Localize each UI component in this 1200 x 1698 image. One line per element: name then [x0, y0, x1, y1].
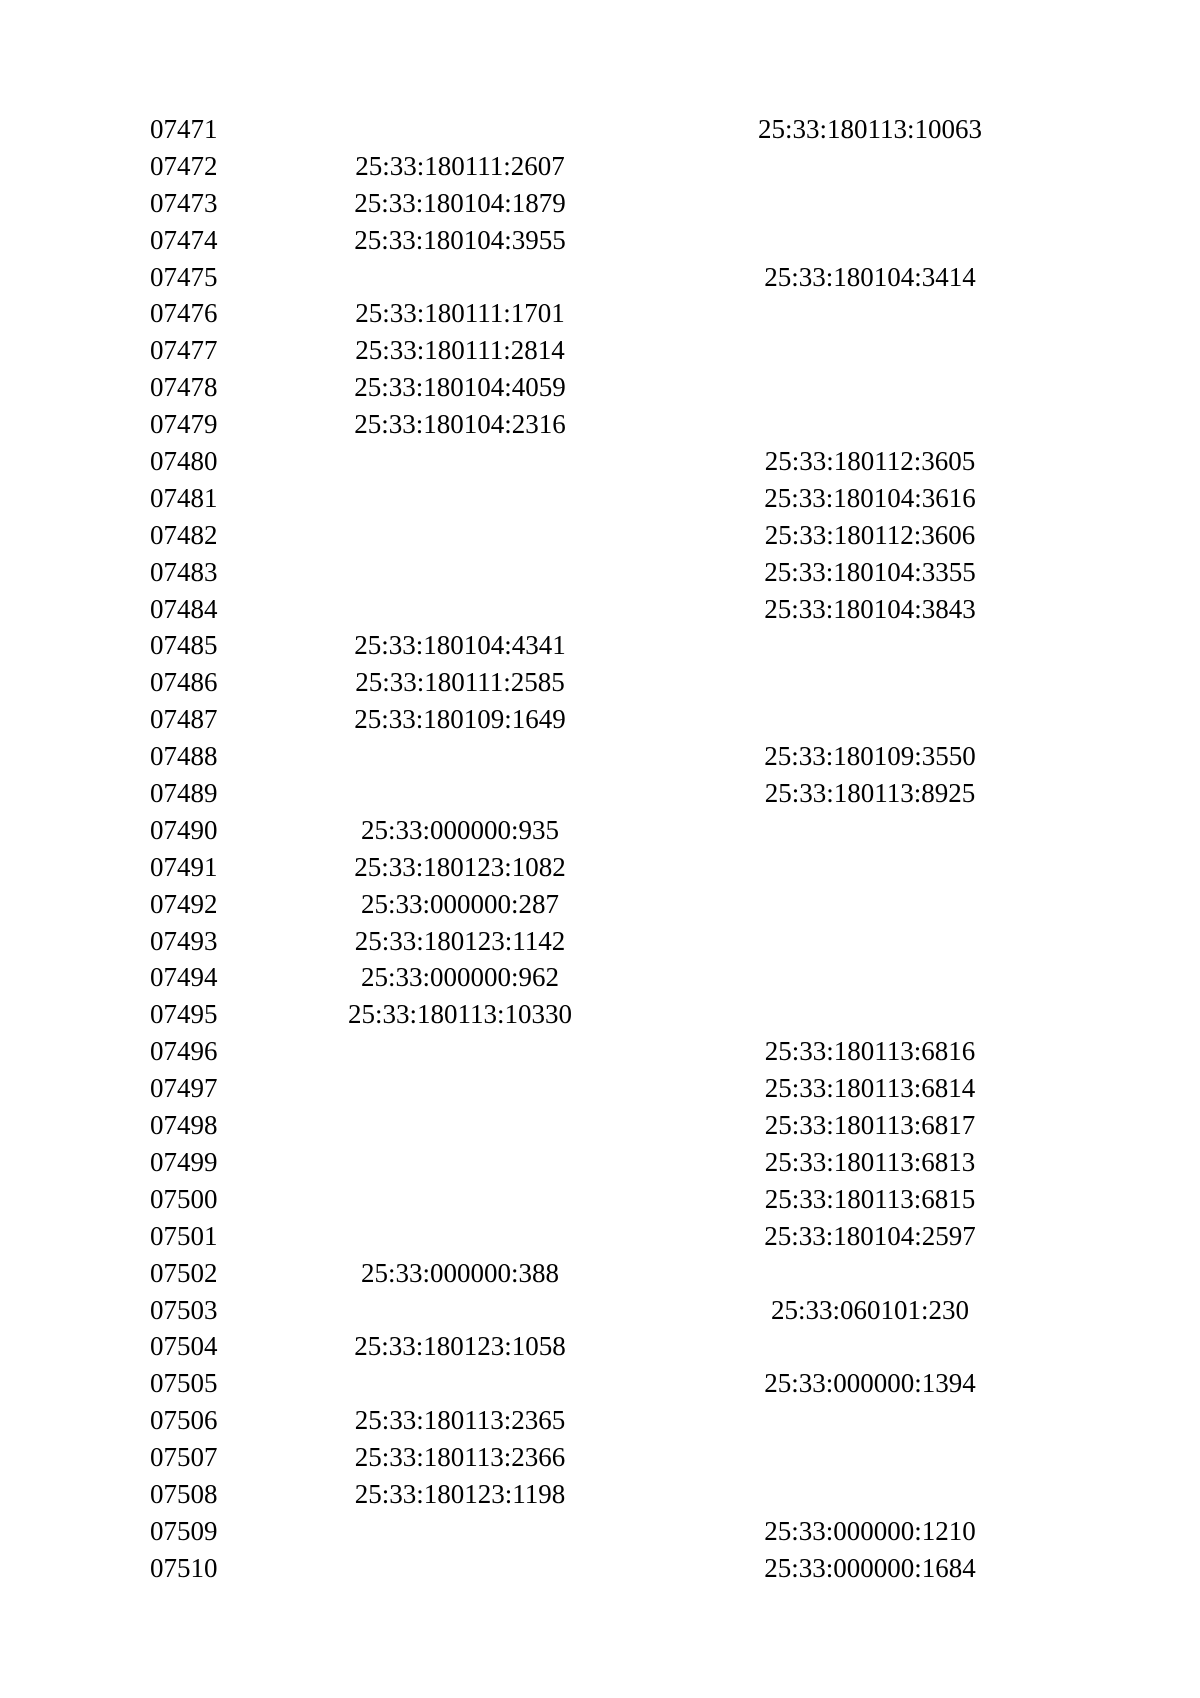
table-row	[150, 1144, 976, 1181]
table-row	[150, 222, 970, 259]
row-number: 07505	[150, 1368, 218, 1399]
row-number: 07504	[150, 1331, 218, 1362]
cadastral-number-middle: 25:33:000000:935	[360, 814, 559, 845]
row-number: 07492	[150, 888, 218, 919]
table-row	[150, 554, 976, 591]
cadastral-number-middle: 25:33:180113:10330	[347, 999, 572, 1030]
cadastral-number-middle: 25:33:180123:1082	[354, 851, 566, 882]
cadastral-number-middle: 25:33:180104:1879	[354, 187, 566, 218]
row-number: 07490	[150, 814, 218, 845]
cadastral-number-right: 25:33:180113:10063	[757, 114, 982, 144]
cadastral-number-middle: 25:33:180109:1649	[354, 704, 566, 735]
table-row	[150, 480, 976, 517]
table-row	[150, 332, 970, 369]
row-number: 07476	[150, 298, 218, 329]
table-row	[150, 1439, 970, 1476]
cadastral-number-right: 25:33:180112:3605	[764, 446, 976, 477]
cadastral-number-right: 25:33:000000:1684	[764, 1552, 976, 1583]
row-number: 07503	[150, 1294, 218, 1325]
table-row	[150, 1070, 976, 1107]
cadastral-number-right: 25:33:180104:3843	[764, 593, 976, 624]
table-row	[150, 443, 976, 480]
table-row	[150, 185, 970, 222]
cadastral-number-middle: 25:33:000000:388	[360, 1257, 559, 1288]
cadastral-number-middle: 25:33:180113:2366	[354, 1442, 566, 1473]
row-number: 07477	[150, 335, 218, 366]
table-row	[150, 775, 976, 812]
table-row	[150, 1476, 970, 1513]
row-number: 07484	[150, 593, 218, 624]
table-row	[150, 738, 976, 775]
cadastral-number-middle: 25:33:180111:2814	[355, 335, 565, 366]
table-row	[150, 1255, 970, 1292]
row-number: 07506	[150, 1405, 218, 1436]
row-number: 07509	[150, 1515, 218, 1546]
cadastral-number-middle: 25:33:180123:1198	[354, 1478, 566, 1509]
row-number: 07507	[150, 1442, 218, 1473]
cadastral-number-middle: 25:33:180111:2585	[355, 667, 565, 698]
table-row	[150, 295, 970, 332]
row-number: 07486	[150, 667, 218, 698]
table-row	[150, 591, 976, 628]
row-number: 07481	[150, 482, 218, 513]
row-number: 07483	[150, 556, 218, 587]
table-row	[150, 996, 970, 1033]
table-row	[150, 886, 970, 923]
cadastral-number-middle: 25:33:180123:1142	[354, 925, 566, 956]
cadastral-number-middle: 25:33:180104:4059	[354, 372, 566, 403]
cadastral-number-right: 25:33:180113:6817	[764, 1110, 976, 1141]
cadastral-number-right: 25:33:000000:1210	[764, 1515, 976, 1546]
cadastral-number-middle: 25:33:180113:2365	[354, 1405, 566, 1436]
row-number: 07487	[150, 704, 218, 735]
table-row	[150, 701, 970, 738]
row-number: 07495	[150, 999, 218, 1030]
cadastral-number-right: 25:33:180113:6815	[764, 1183, 976, 1214]
table-row	[150, 1513, 976, 1550]
table-row	[150, 1181, 976, 1218]
table-row	[150, 406, 970, 443]
cadastral-number-right: 25:33:180104:2597	[764, 1220, 976, 1251]
cadastral-number-right: 25:33:180112:3606	[764, 519, 976, 550]
table-row	[150, 259, 976, 296]
cadastral-number-right: 25:33:180109:3550	[764, 741, 976, 772]
table-row	[150, 664, 970, 701]
row-number: 07473	[150, 187, 218, 218]
table-row	[150, 111, 982, 148]
cadastral-number-right: 25:33:000000:1394	[764, 1368, 976, 1399]
row-number: 07480	[150, 446, 218, 477]
row-number: 07472	[150, 150, 218, 181]
cadastral-number-middle: 25:33:180111:2607	[355, 150, 565, 181]
table-row	[150, 1292, 970, 1329]
cadastral-number-middle: 25:33:180104:2316	[354, 409, 566, 440]
cadastral-number-middle: 25:33:000000:962	[360, 962, 559, 993]
cadastral-number-right: 25:33:180113:6813	[764, 1146, 976, 1177]
row-number: 07498	[150, 1110, 218, 1141]
row-number: 07489	[150, 778, 218, 809]
row-number: 07493	[150, 925, 218, 956]
row-number: 07502	[150, 1257, 218, 1288]
cadastral-number-right: 25:33:060101:230	[770, 1294, 969, 1325]
cadastral-number-middle: 25:33:180104:4341	[354, 630, 566, 661]
table-row	[150, 1033, 976, 1070]
row-number: 07485	[150, 630, 218, 661]
table-row	[150, 1402, 970, 1439]
row-number: 07478	[150, 372, 218, 403]
cadastral-number-middle: 25:33:000000:287	[360, 888, 559, 919]
row-number: 07475	[150, 261, 218, 292]
table-row	[150, 1218, 976, 1255]
row-number: 07488	[150, 741, 218, 772]
row-number: 07471	[150, 114, 218, 144]
row-number: 07497	[150, 1073, 218, 1104]
row-number: 07499	[150, 1146, 218, 1177]
table-row	[150, 959, 970, 996]
row-number: 07479	[150, 409, 218, 440]
table-row	[150, 627, 970, 664]
table-row	[150, 1107, 976, 1144]
row-number: 07510	[150, 1552, 218, 1583]
cadastral-number-right: 25:33:180113:6814	[764, 1073, 976, 1104]
row-number: 07500	[150, 1183, 218, 1214]
cadastral-number-right: 25:33:180113:6816	[764, 1036, 976, 1067]
row-number: 07482	[150, 519, 218, 550]
table-row	[150, 369, 970, 406]
table-row	[150, 1550, 976, 1587]
record-table	[150, 111, 982, 1587]
table-row	[150, 923, 970, 960]
cadastral-number-middle: 25:33:180123:1058	[354, 1331, 566, 1362]
cadastral-number-middle: 25:33:180111:1701	[355, 298, 565, 329]
table-row	[150, 148, 970, 185]
row-number: 07494	[150, 962, 218, 993]
cadastral-number-right: 25:33:180104:3414	[764, 261, 976, 292]
table-row	[150, 1365, 976, 1402]
cadastral-number-right: 25:33:180104:3355	[764, 556, 976, 587]
row-number: 07501	[150, 1220, 218, 1251]
table-row	[150, 849, 970, 886]
row-number: 07508	[150, 1478, 218, 1509]
table-row	[150, 1328, 970, 1365]
row-number: 07491	[150, 851, 218, 882]
cadastral-number-middle: 25:33:180104:3955	[354, 224, 566, 255]
row-number: 07496	[150, 1036, 218, 1067]
table-row	[150, 517, 976, 554]
table-row	[150, 812, 970, 849]
row-number: 07474	[150, 224, 218, 255]
cadastral-number-right: 25:33:180113:8925	[764, 778, 976, 809]
cadastral-number-right: 25:33:180104:3616	[764, 482, 976, 513]
